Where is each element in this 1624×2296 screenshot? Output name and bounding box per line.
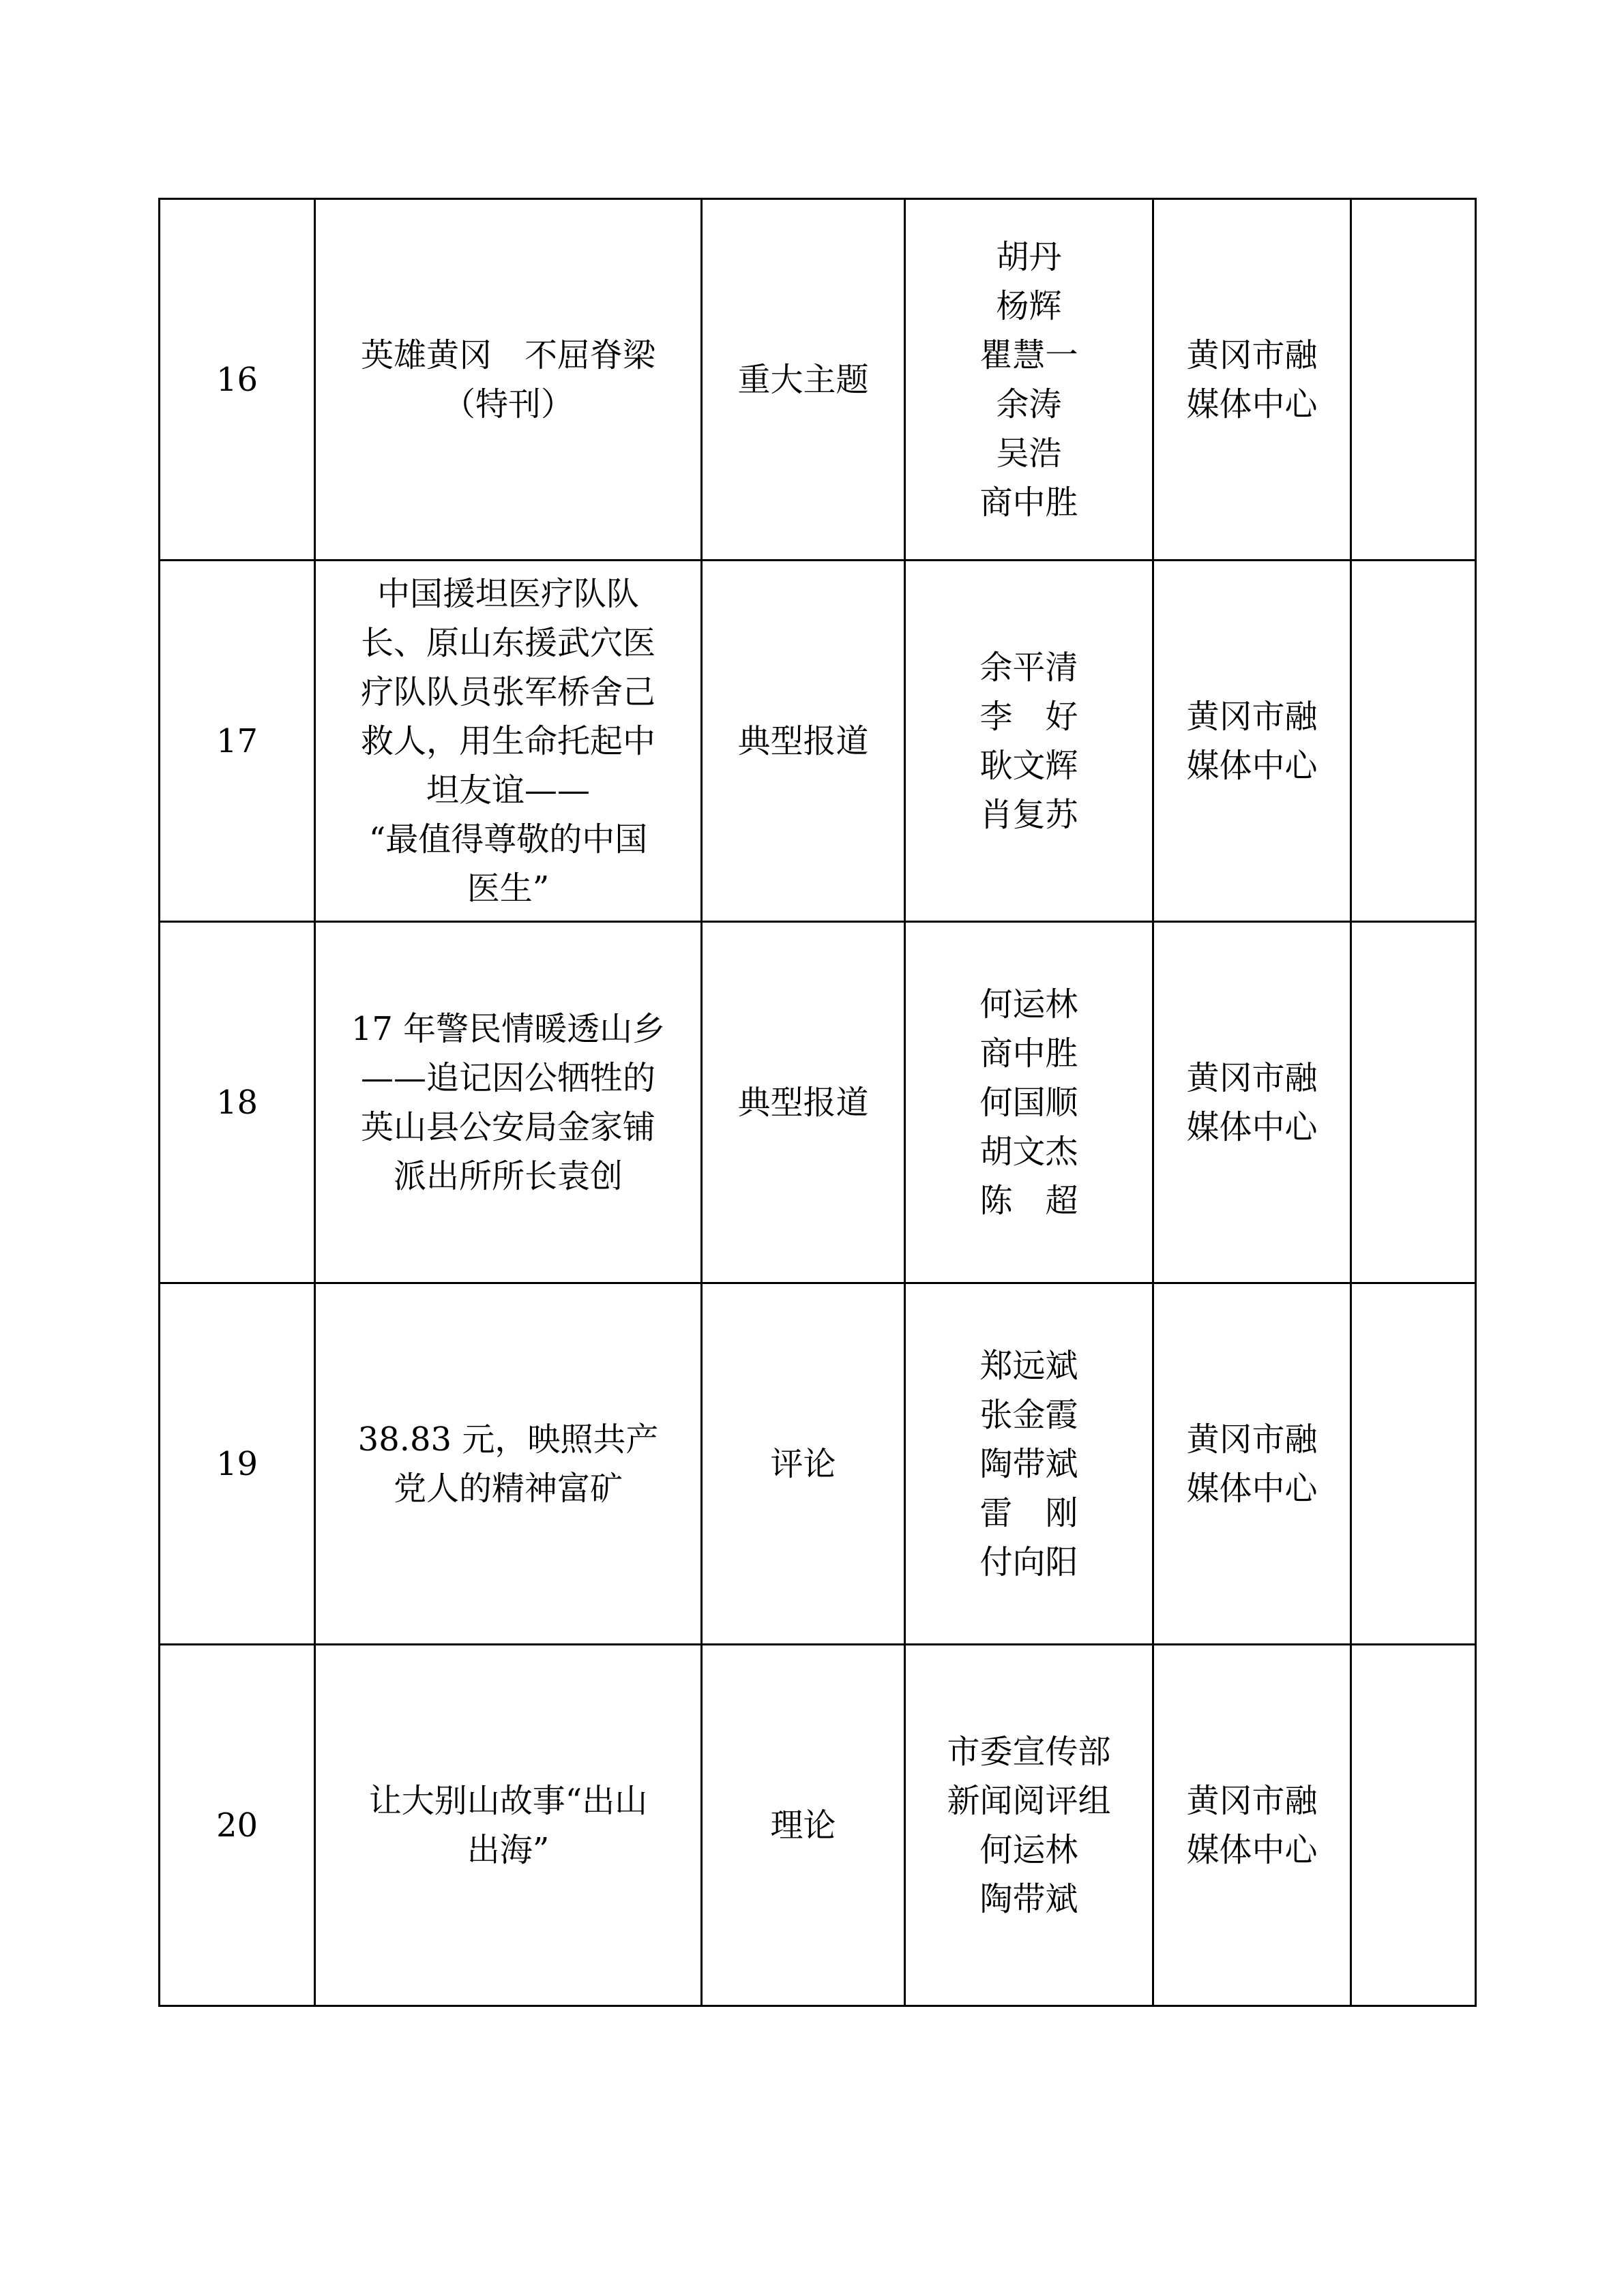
work-title-line: 38.83 元，映照共产 <box>357 1420 659 1459</box>
submitting-unit-line: 媒体中心 <box>1186 1830 1318 1869</box>
submitting-unit-line: 媒体中心 <box>1186 1469 1318 1508</box>
author-name: 杨辉 <box>996 286 1062 325</box>
work-title <box>315 1283 702 1645</box>
submitting-unit-line: 黄冈市融 <box>1186 1420 1318 1459</box>
author-name: 市委宣传部 <box>947 1732 1111 1771</box>
work-title-line: 党人的精神富矿 <box>393 1469 623 1508</box>
work-title-line: 英山县公安局金家铺 <box>360 1107 655 1146</box>
submitting-unit-line: 黄冈市融 <box>1186 336 1318 374</box>
author-name: 瞿慧一 <box>979 336 1078 374</box>
work-authors <box>905 561 1153 922</box>
work-title-line: 救人，用生命托起中 <box>360 721 655 760</box>
row-number: 17 <box>160 561 315 922</box>
row-number: 18 <box>160 922 315 1283</box>
work-title-line: 出海” <box>467 1830 550 1869</box>
submitting-unit <box>1153 1645 1351 2006</box>
award-table <box>158 198 1477 2007</box>
table-row <box>160 1283 1476 1645</box>
remarks-cell <box>1351 1645 1476 2006</box>
submitting-unit <box>1153 922 1351 1283</box>
table-row <box>160 199 1476 561</box>
author-name: 陶带斌 <box>979 1879 1078 1918</box>
author-name: 胡丹 <box>996 237 1062 276</box>
submitting-unit-line: 黄冈市融 <box>1186 1781 1318 1820</box>
author-name: 余平清 <box>979 648 1078 687</box>
submitting-unit-line: 媒体中心 <box>1186 746 1318 785</box>
table-row <box>160 922 1476 1283</box>
work-title <box>315 922 702 1283</box>
author-name: 陈 超 <box>979 1181 1078 1220</box>
work-title <box>315 561 702 922</box>
submitting-unit-line: 媒体中心 <box>1186 385 1318 423</box>
author-name: 何运林 <box>979 1830 1078 1869</box>
table-body <box>160 199 1476 2006</box>
submitting-unit <box>1153 199 1351 561</box>
row-number: 19 <box>160 1283 315 1645</box>
work-title-line: ——追记因公牺牲的 <box>360 1058 655 1097</box>
work-category: 理论 <box>702 1645 905 2006</box>
work-title <box>315 199 702 561</box>
work-title-line: “最值得尊敬的中国 <box>368 820 648 859</box>
author-name: 张金霞 <box>979 1395 1078 1434</box>
author-name: 陶带斌 <box>979 1444 1078 1483</box>
work-category: 典型报道 <box>702 922 905 1283</box>
work-title-line: 医生” <box>467 869 550 908</box>
submitting-unit <box>1153 1283 1351 1645</box>
work-title-line: 坦友谊—— <box>426 771 590 809</box>
author-name: 新闻阅评组 <box>947 1781 1111 1820</box>
author-name: 商中胜 <box>979 1034 1078 1073</box>
row-number: 20 <box>160 1645 315 2006</box>
work-title-line: 派出所所长袁创 <box>393 1157 623 1195</box>
table-row <box>160 1645 1476 2006</box>
submitting-unit-line: 媒体中心 <box>1186 1107 1318 1146</box>
work-title-line: 长、原山东援武穴医 <box>360 623 655 662</box>
author-name: 胡文杰 <box>979 1132 1078 1171</box>
author-name: 耿文辉 <box>979 746 1078 785</box>
work-authors <box>905 199 1153 561</box>
author-name: 余涛 <box>996 385 1062 423</box>
remarks-cell <box>1351 922 1476 1283</box>
author-name: 吴浩 <box>996 434 1062 473</box>
author-name: 付向阳 <box>979 1542 1078 1581</box>
author-name: 何运林 <box>979 985 1078 1024</box>
work-authors <box>905 1645 1153 2006</box>
author-name: 商中胜 <box>979 483 1078 522</box>
work-category: 典型报道 <box>702 561 905 922</box>
author-name: 雷 刚 <box>979 1493 1078 1532</box>
row-number: 16 <box>160 199 315 561</box>
author-name: 肖复苏 <box>979 795 1078 834</box>
remarks-cell <box>1351 199 1476 561</box>
table-row <box>160 561 1476 922</box>
work-title-line: 疗队队员张军桥舍己 <box>360 672 655 711</box>
work-title-line: 英雄黄冈 不屈脊梁 <box>360 336 655 374</box>
work-title-line: 让大别山故事“出山 <box>368 1781 648 1820</box>
work-authors <box>905 922 1153 1283</box>
author-name: 郑远斌 <box>979 1346 1078 1385</box>
remarks-cell <box>1351 561 1476 922</box>
remarks-cell <box>1351 1283 1476 1645</box>
author-name: 何国顺 <box>979 1083 1078 1122</box>
submitting-unit-line: 黄冈市融 <box>1186 1058 1318 1097</box>
submitting-unit-line: 黄冈市融 <box>1186 697 1318 736</box>
work-authors <box>905 1283 1153 1645</box>
work-category: 重大主题 <box>702 199 905 561</box>
work-title-line: 中国援坦医疗队队 <box>377 574 639 613</box>
work-title <box>315 1645 702 2006</box>
author-name: 李 好 <box>979 697 1078 736</box>
work-title-line: 17 年警民情暖透山乡 <box>351 1009 666 1048</box>
work-category: 评论 <box>702 1283 905 1645</box>
submitting-unit <box>1153 561 1351 922</box>
work-title-line: （特刊） <box>442 385 574 423</box>
